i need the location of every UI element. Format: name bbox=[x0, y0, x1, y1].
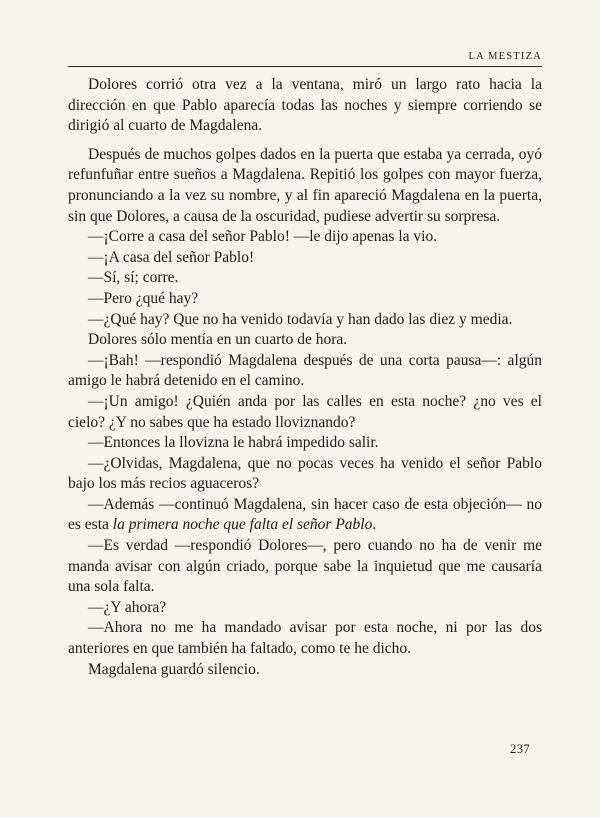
paragraph: Magdalena guardó silencio. bbox=[88, 660, 260, 678]
dialogue-line: —Sí, sí; corre. bbox=[88, 269, 179, 287]
dialogue-line: —Entonces la llovizna le habrá impedido salir. bbox=[88, 434, 379, 452]
dialogue-line: —Pero ¿qué hay? bbox=[88, 289, 199, 307]
dialogue-line: —¿Olvidas, Magdalena, que no pocas veces ha venido el señor Pablo bajo los más recios aguaceros? bbox=[68, 454, 542, 493]
dialogue-line: —Ahora no me ha mandado avisar por esta noche, ni por las dos anteriores en que también ha faltado, como te he dicho. bbox=[68, 619, 542, 658]
dialogue-line: —¡Corre a casa del señor Pablo! —le dijo apenas la vio. bbox=[88, 228, 438, 246]
dialogue-line: —Además —continuó Magdalena, sin hacer caso de esta objeción— no es esta la primera noche que falta el señor Pablo. bbox=[68, 495, 542, 534]
paragraph: Después de muchos golpes dados en la puerta que estaba ya cerrada, oyó refunfuñar entre sueños a Magdalena. Repitió los golpes con mayor fuerza, pronunciando a la vez su nombre, y al fin apareció Magdalena en la puerta, sin que Dolores, a causa de la oscuridad, pudiese advertir su sorpresa. bbox=[68, 145, 542, 225]
italic-phrase: la primera noche que falta el señor Pablo bbox=[112, 516, 373, 534]
paragraph: Dolores corrió otra vez a la ventana, miró un largo rato hacia la dirección en que Pablo aparecía todas las noches y siempre corriendo se dirigió al cuarto de Magdalena. bbox=[68, 76, 542, 135]
dialogue-line: —Es verdad —respondió Dolores—, pero cuando no ha de venir me manda avisar con algún criado, porque sabe la inquietud que me causaría una sola falta. bbox=[68, 537, 542, 596]
dialogue-line: —¡Bah! —respondió Magdalena después de una corta pausa—: algún amigo le habrá detenido en el camino. bbox=[68, 351, 542, 390]
page-number: 237 bbox=[510, 742, 531, 756]
paragraph: Dolores sólo mentía en un cuarto de hora. bbox=[88, 331, 348, 349]
body-text bbox=[68, 75, 542, 680]
running-head: LA MESTIZA bbox=[468, 51, 542, 62]
dialogue-line: —¿Qué hay? Que no ha venido todavía y han dado las diez y media. bbox=[88, 310, 513, 328]
dialogue-line: —¿Y ahora? bbox=[88, 598, 167, 616]
dialogue-line: —¡Un amigo! ¿Quién anda por las calles en esta noche? ¿no ves el cielo? ¿Y no sabes que ha estado lloviznando? bbox=[68, 392, 542, 431]
page-header bbox=[68, 40, 542, 67]
dialogue-line: —¡A casa del señor Pablo! bbox=[88, 248, 255, 266]
